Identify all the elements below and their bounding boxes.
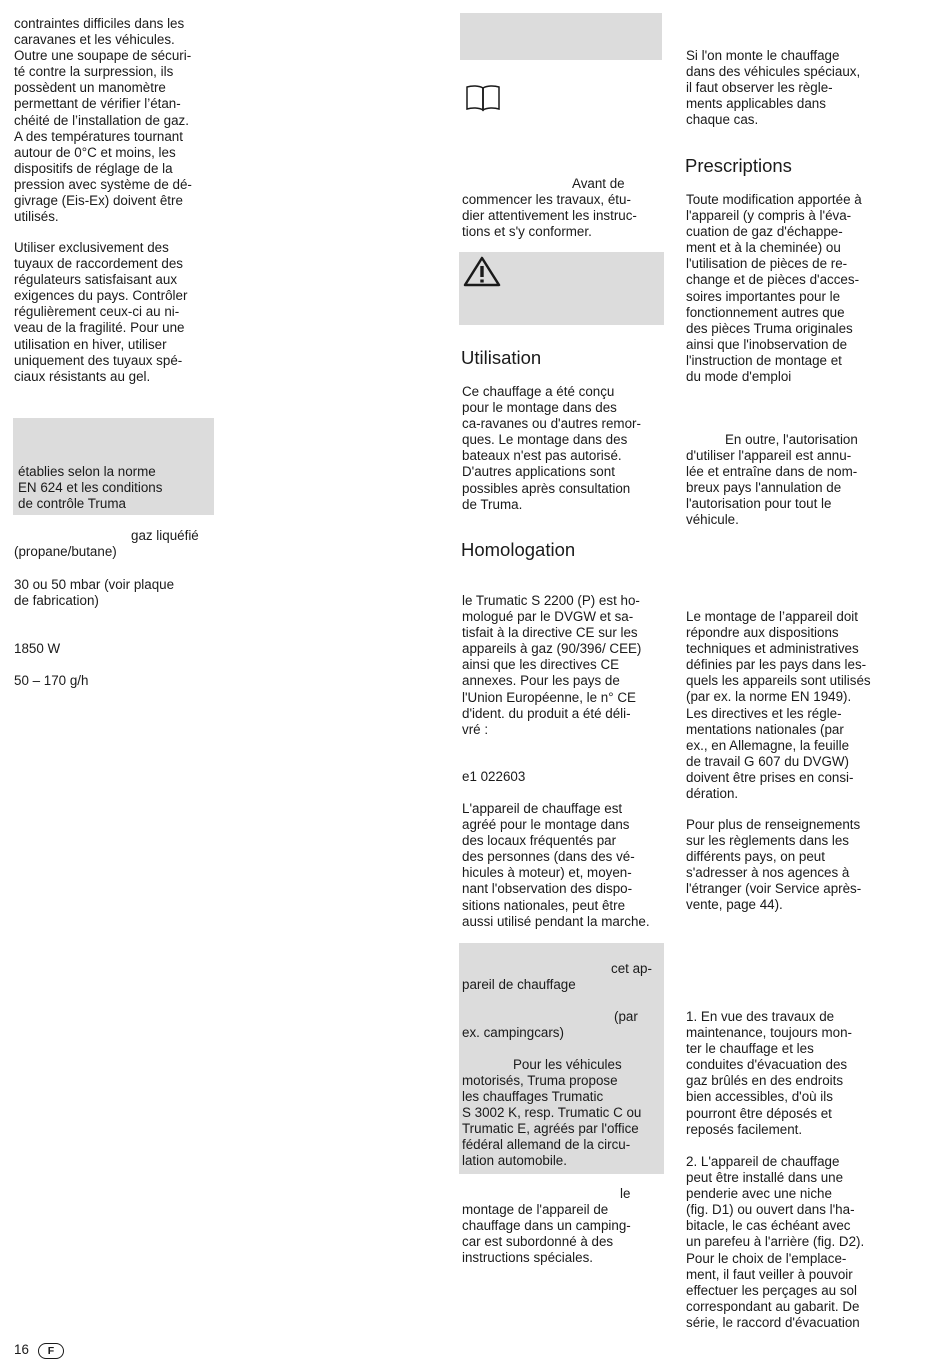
text-box-c2: motorisés, Truma propose les chauffages Trumatic S 3002 K, resp. Trumatic C ou Trumatic E, agréés par l'office fédéral allemand de la circu- lation automobile.	[462, 1073, 642, 1169]
heading-prescriptions: Prescriptions	[685, 155, 792, 176]
header-box-mid	[460, 13, 662, 60]
text-operating-pressure: 30 ou 50 mbar (voir plaque de fabrication)	[14, 577, 175, 609]
text-utilisation: Ce chauffage a été conçu pour le montage dans des ca-ravanes ou d'autres remor- ques. Le montage dans des bateaux n'est pas autorisé. D'autres applications sont possibles après consultation de Truma.	[462, 384, 641, 512]
text-box-b2: ex. campingcars)	[462, 1025, 564, 1040]
text-renseignements: Pour plus de renseignements sur les règlements dans les différents pays, on peut s'adresser à nos agences à l'étranger (voir Service après- vente, page 44).	[686, 817, 862, 913]
text-box-a1: cet ap-	[611, 961, 652, 976]
text-outre-1: En outre, l'autorisation	[725, 432, 858, 447]
text-intro-1: Avant de	[572, 176, 625, 191]
text-box-a2: pareil de chauffage	[462, 977, 576, 992]
text-heat-output: 1850 W	[14, 641, 61, 656]
text-regulator-pressure: contraintes difficiles dans les caravanes et les véhicules. Outre une soupape de sécuri- té contre la surpression, ils possèdent un manomètre permettant de vérifier l’étan- chéité de l’installation de gaz. A des températures tournant autour de 0°C et moins, les dispositifs de réglage de la pression avec système de dé- givrage (Eis-Ex) doivent être utilisés.	[14, 16, 192, 225]
text-box-b1: (par	[614, 1009, 638, 1024]
text-prescriptions: Toute modification apportée à l'appareil (y compris à l'éva- cuation de gaz d'échappe- ment et à la cheminée) ou l'utilisation de pièces de re- change et de pièces d'acces- soires importantes pour le fonctionnement autres que des pièces Truma originales ainsi que l'inobservation de l'instruction de montage et du mode d'emploi	[686, 192, 862, 385]
text-after-2: montage de l'appareil de chauffage dans un camping- car est subordonné à des instructions spéciales.	[462, 1202, 631, 1266]
heading-homologation: Homologation	[461, 539, 576, 560]
text-box-c1: Pour les véhicules	[513, 1057, 622, 1072]
text-item-2: 2. L'appareil de chauffage peut être installé dans une penderie avec une niche (fig. D1) ou ouvert dans l'ha- bitacle, le cas échéant avec un parefeu à l'arrière (fig. D2). Pour le choix de l'emplace- ment, il faut veiller à pouvoir effectuer les perçages au sol correspondant au gabarit. De série, le raccord d'évacuation	[686, 1154, 865, 1330]
page-number: 16	[14, 1342, 29, 1357]
text-gas-consumption: 50 – 170 g/h	[14, 673, 89, 688]
text-special-vehicles: Si l'on monte le chauffage dans des véhicules spéciaux, il faut observer les règle- ments applicables dans chaque cas.	[686, 48, 861, 128]
text-agreement: L'appareil de chauffage est agréé pour le montage dans des locaux fréquentés par des personnes (dans des vé- hicules à moteur) et, moyen- nant l'observation des dispo- sitions nationales, peut être aussi utilisé pendant la marche.	[462, 801, 650, 929]
heading-utilisation: Utilisation	[461, 347, 542, 368]
text-montage: Le montage de l’appareil doit répondre aux dispositions techniques et administratives définies par les pays dans les- quels les appareils sont utilisés (par ex. la norme EN 1949). Les directives et les régle- mentations nationales (par ex., en Allemagne, la feuille de travail G 607 du DVGW) doivent être prises en consi- dération.	[686, 609, 871, 802]
language-badge: F	[38, 1343, 64, 1359]
text-ce-number: e1 022603	[462, 769, 526, 784]
warning-triangle-icon	[463, 255, 501, 292]
book-icon	[464, 82, 502, 117]
text-gas-type-2: (propane/butane)	[14, 544, 117, 559]
text-after-1: le	[620, 1186, 631, 1201]
text-regulator-hoses: Utiliser exclusivement des tuyaux de raccordement des régulateurs satisfaisant aux exigences du pays. Contrôler régulièrement ceux-ci au ni- veau de la fragilité. Pour une utilisation en hiver, utiliser uniquement des tuyaux spé- ciaux résistants au gel.	[14, 240, 188, 384]
text-gas-type-1: gaz liquéfié	[131, 528, 199, 543]
text-outre-2: d'utiliser l'appareil est annu- lée et entraîne dans de nom- breux pays l'annulation de l'autorisation pour tout le véhicule.	[686, 448, 858, 528]
text-standard-box: établies selon la norme EN 624 et les conditions de contrôle Truma	[18, 464, 163, 512]
text-homologation: le Trumatic S 2200 (P) est ho- mologué par le DVGW et sa- tisfait à la directive CE sur les appareils à gaz (90/396/ CEE) ainsi que les directives CE annexes. Pour les pays de l'Union Européenne, le n° CE d'ident. du produit a été déli- vré :	[462, 593, 642, 737]
text-intro-2: commencer les travaux, étu- dier attentivement les instruc- tions et s'y conformer.	[462, 192, 637, 240]
text-item-1: 1. En vue des travaux de maintenance, toujours mon- ter le chauffage et les conduites d'évacuation des gaz brûlés en des endroits bien accessibles, d'où ils pourront être déposés et reposés facilement.	[686, 1009, 852, 1137]
